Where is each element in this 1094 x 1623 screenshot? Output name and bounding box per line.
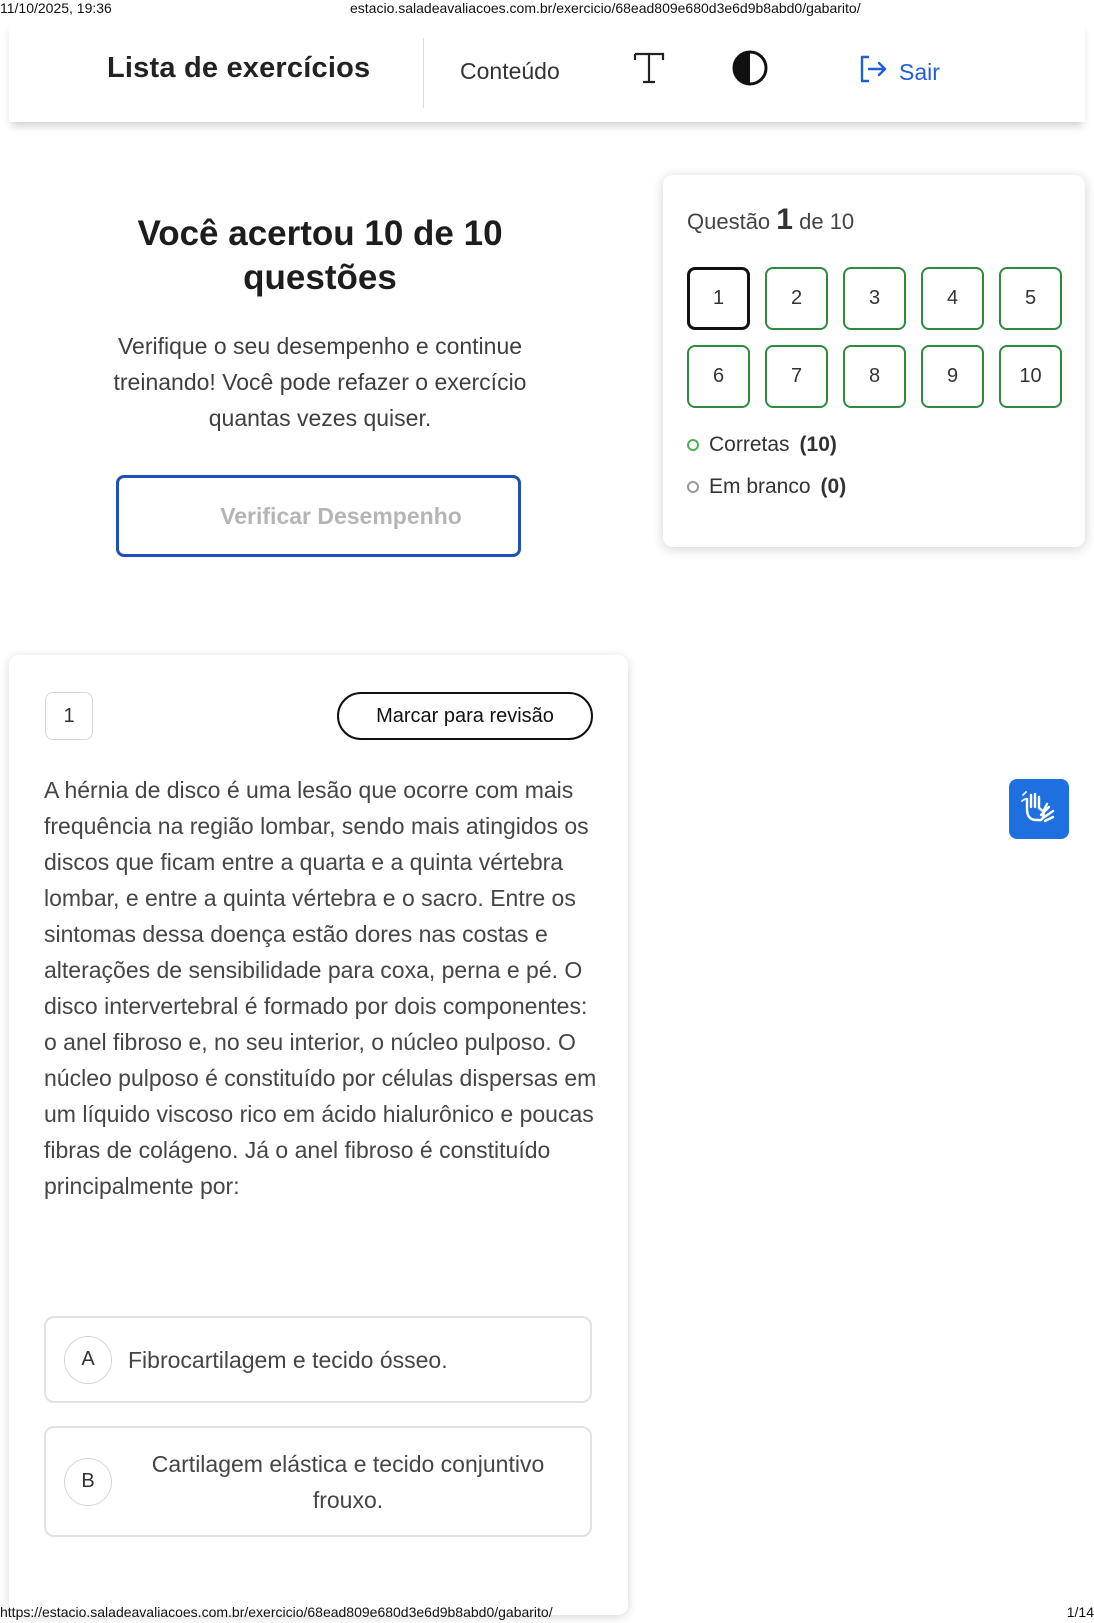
question-counter bbox=[687, 203, 854, 237]
question-button-2[interactable]: 2 bbox=[765, 267, 828, 330]
header-divider bbox=[423, 38, 424, 108]
legend-blank-count: (0) bbox=[820, 475, 847, 498]
print-url-top: estacio.saladeavaliacoes.com.br/exercicio/68ead809e680d3e6d9b8abd0/gabarito/ bbox=[350, 0, 861, 16]
question-button-10[interactable]: 10 bbox=[999, 345, 1062, 408]
sign-language-button[interactable] bbox=[1009, 779, 1069, 839]
question-button-1[interactable]: 1 bbox=[687, 267, 750, 330]
option-a[interactable] bbox=[44, 1316, 592, 1403]
result-summary bbox=[60, 212, 580, 436]
legend-blank bbox=[687, 475, 846, 499]
option-b-letter: B bbox=[64, 1458, 112, 1506]
contrast-button[interactable] bbox=[730, 50, 770, 90]
question-button-8[interactable]: 8 bbox=[843, 345, 906, 408]
print-footer bbox=[0, 1604, 1094, 1623]
question-number-badge: 1 bbox=[45, 692, 93, 740]
question-button-7[interactable]: 7 bbox=[765, 345, 828, 408]
print-url-bottom: https://estacio.saladeavaliacoes.com.br/exercicio/68ead809e680d3e6d9b8abd0/gabarito/ bbox=[0, 1604, 553, 1620]
option-a-text: Fibrocartilagem e tecido ósseo. bbox=[128, 1346, 448, 1373]
logout-label: Sair bbox=[899, 58, 940, 85]
question-button-6[interactable]: 6 bbox=[687, 345, 750, 408]
logout-button[interactable] bbox=[857, 52, 940, 92]
logout-icon bbox=[857, 53, 889, 91]
top-navigation-bar bbox=[9, 22, 1085, 122]
print-header bbox=[0, 0, 1094, 18]
legend-correct-label: Corretas bbox=[709, 433, 790, 456]
correct-dot-icon bbox=[687, 439, 699, 451]
page-title: Lista de exercícios bbox=[107, 52, 371, 84]
question-navigator bbox=[663, 175, 1085, 547]
question-button-4[interactable]: 4 bbox=[921, 267, 984, 330]
question-counter-current: 1 bbox=[776, 203, 793, 236]
result-message: Verifique o seu desempenho e continue treinando! Você pode refazer o exercício quantas vezes quiser. bbox=[113, 333, 527, 431]
mark-for-review-button[interactable]: Marcar para revisão bbox=[337, 692, 593, 740]
question-counter-prefix: Questão bbox=[687, 209, 771, 234]
question-button-3[interactable]: 3 bbox=[843, 267, 906, 330]
question-button-5[interactable]: 5 bbox=[999, 267, 1062, 330]
sign-language-icon bbox=[1019, 787, 1059, 832]
font-size-icon bbox=[633, 51, 665, 90]
legend-blank-label: Em branco bbox=[709, 475, 811, 498]
question-counter-suffix: de 10 bbox=[799, 209, 855, 234]
contrast-icon bbox=[731, 49, 769, 92]
blank-dot-icon bbox=[687, 481, 699, 493]
question-card bbox=[9, 655, 628, 1615]
question-grid bbox=[687, 267, 1062, 408]
legend-correct-count: (10) bbox=[799, 433, 837, 456]
font-size-button[interactable] bbox=[629, 48, 669, 92]
question-button-9[interactable]: 9 bbox=[921, 345, 984, 408]
legend-correct bbox=[687, 433, 837, 457]
content-link[interactable]: Conteúdo bbox=[460, 58, 560, 84]
result-heading: Você acertou 10 de 10 questões bbox=[137, 214, 503, 297]
print-page-counter: 1/14 bbox=[1066, 1604, 1094, 1620]
question-stem: A hérnia de disco é uma lesão que ocorre com mais frequência na região lombar, sendo mais atingidos os discos que ficam entre a quarta e a quinta vértebra lombar, e entre a quinta vértebra e o sacro. Entre os sintomas dessa doença estão dores nas costas e alterações de sensibilidade para coxa, perna e pé. O disco intervertebral é formado por dois componentes: o anel fibroso e, no seu interior, o núcleo pulposo. O núcleo pulposo é constituído por células dispersas em um líquido viscoso rico em ácido hialurônico e poucas fibras de colágeno. Já o anel fibroso é constituído principalmente por: bbox=[44, 777, 597, 1199]
option-b[interactable] bbox=[44, 1426, 592, 1537]
option-a-letter: A bbox=[64, 1336, 112, 1384]
option-b-text: Cartilagem elástica e tecido conjuntivo frouxo. bbox=[151, 1450, 545, 1513]
print-datetime: 11/10/2025, 19:36 bbox=[0, 0, 112, 16]
verify-performance-button[interactable]: Verificar Desempenho bbox=[116, 475, 521, 557]
